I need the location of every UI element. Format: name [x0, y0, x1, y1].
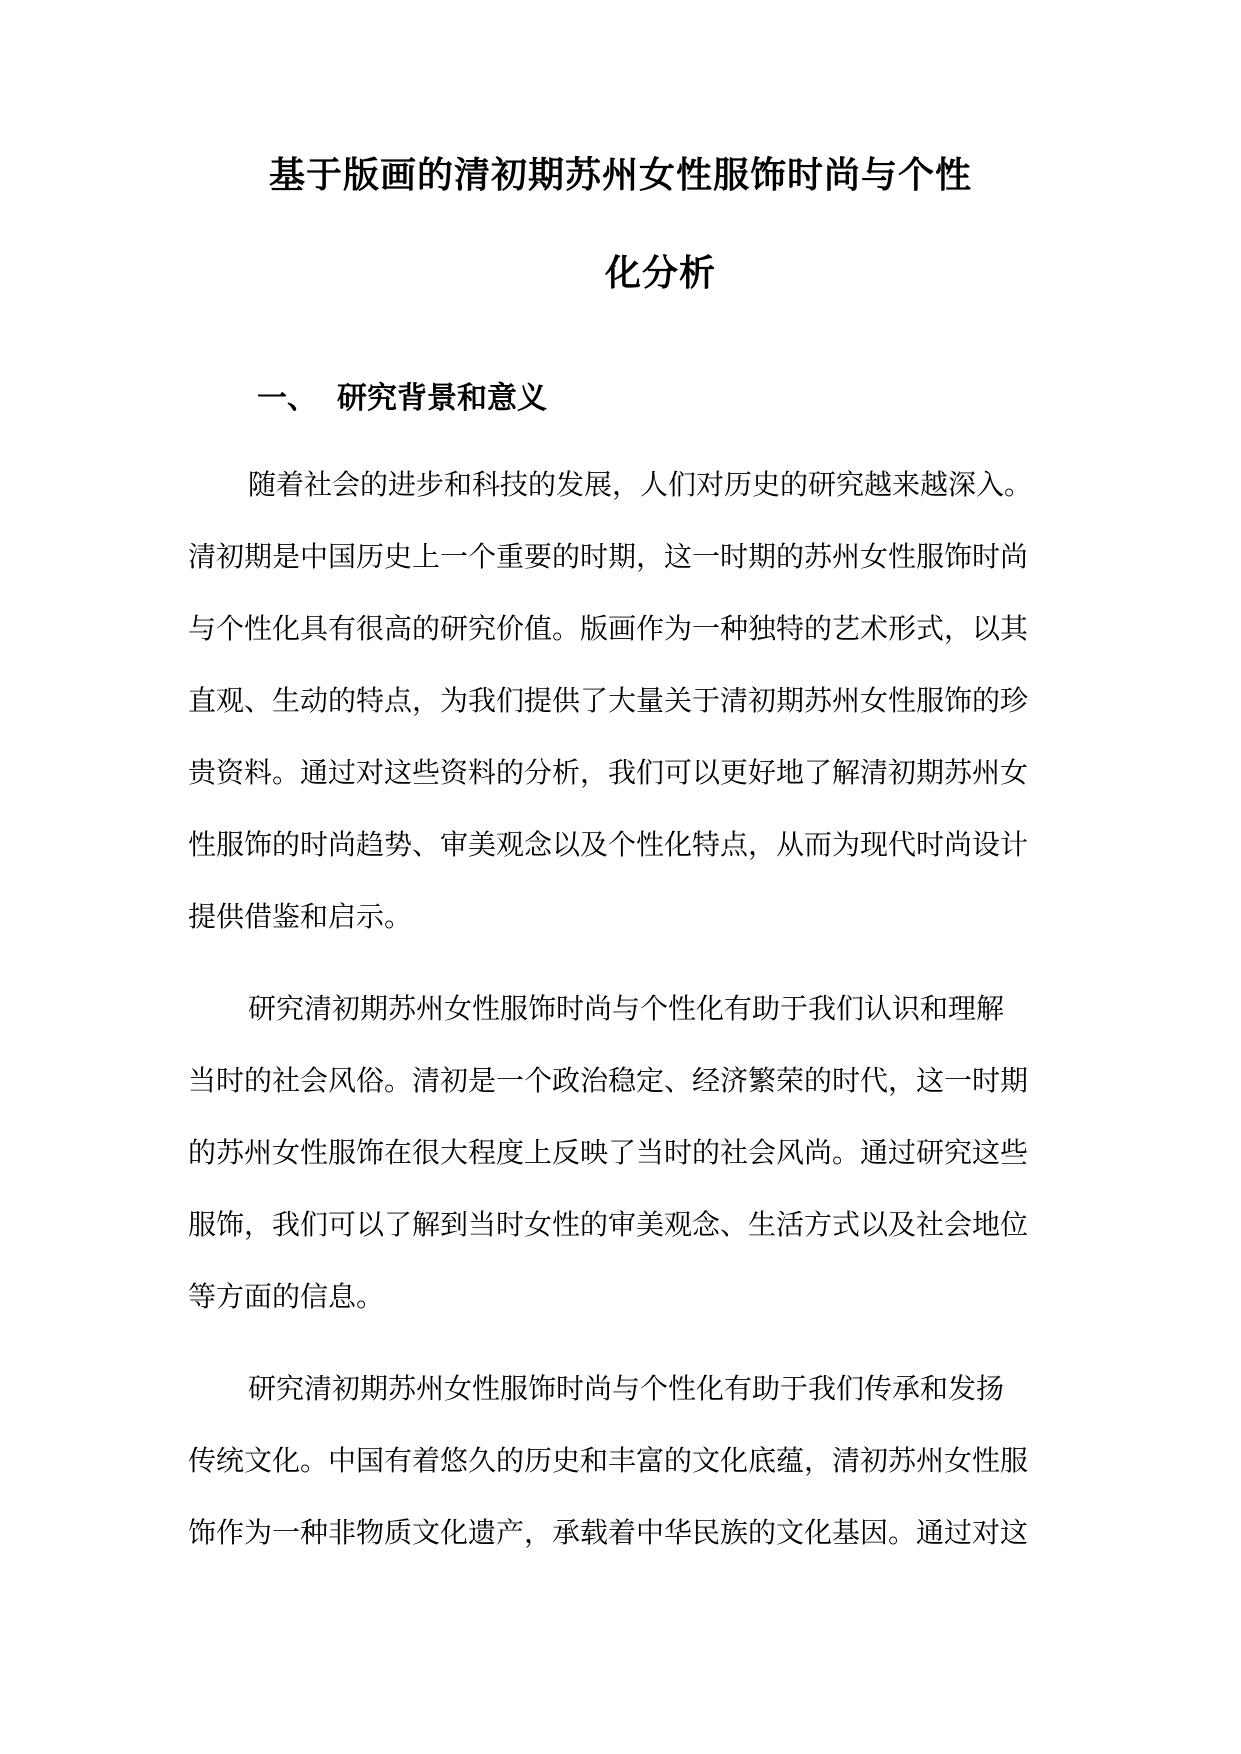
document-title-line-2: 化分析 [604, 253, 716, 294]
paragraph-line: 提供借鉴和启示。 [188, 900, 413, 933]
section-heading [257, 379, 547, 419]
paragraph-line: 贵资料。通过对这些资料的分析，我们可以更好地了解清初期苏州女 [188, 756, 1029, 789]
paragraph-line: 研究清初期苏州女性服饰时尚与个性化有助于我们认识和理解 [248, 992, 1005, 1025]
paragraph-line: 直观、生动的特点，为我们提供了大量关于清初期苏州女性服饰的珍 [188, 684, 1029, 717]
paragraph-line: 清初期是中国历史上一个重要的时期，这一时期的苏州女性服饰时尚 [188, 540, 1029, 573]
paragraph-line: 的苏州女性服饰在很大程度上反映了当时的社会风尚。通过研究这些 [188, 1136, 1029, 1169]
document-title-line-1: 基于版画的清初期苏州女性服饰时尚与个性 [268, 155, 972, 196]
paragraph-line: 等方面的信息。 [188, 1280, 385, 1313]
paragraph-line: 研究清初期苏州女性服饰时尚与个性化有助于我们传承和发扬 [248, 1372, 1005, 1405]
paragraph-line: 与个性化具有很高的研究价值。版画作为一种独特的艺术形式，以其 [188, 612, 1029, 645]
paragraph-line: 当时的社会风俗。清初是一个政治稳定、经济繁荣的时代，这一时期 [188, 1064, 1029, 1097]
paragraph-line: 性服饰的时尚趋势、审美观念以及个性化特点，从而为现代时尚设计 [188, 828, 1029, 861]
paragraph-line: 饰作为一种非物质文化遗产，承载着中华民族的文化基因。通过对这 [188, 1516, 1029, 1549]
paragraph-line: 随着社会的进步和科技的发展，人们对历史的研究越来越深入。 [248, 468, 1033, 501]
paragraph-line: 服饰，我们可以了解到当时女性的审美观念、生活方式以及社会地位 [188, 1208, 1029, 1241]
section-heading-text: 研究背景和意义 [337, 381, 547, 416]
section-number: 一、 [257, 381, 317, 416]
paragraph-line: 传统文化。中国有着悠久的历史和丰富的文化底蕴，清初苏州女性服 [188, 1444, 1029, 1477]
